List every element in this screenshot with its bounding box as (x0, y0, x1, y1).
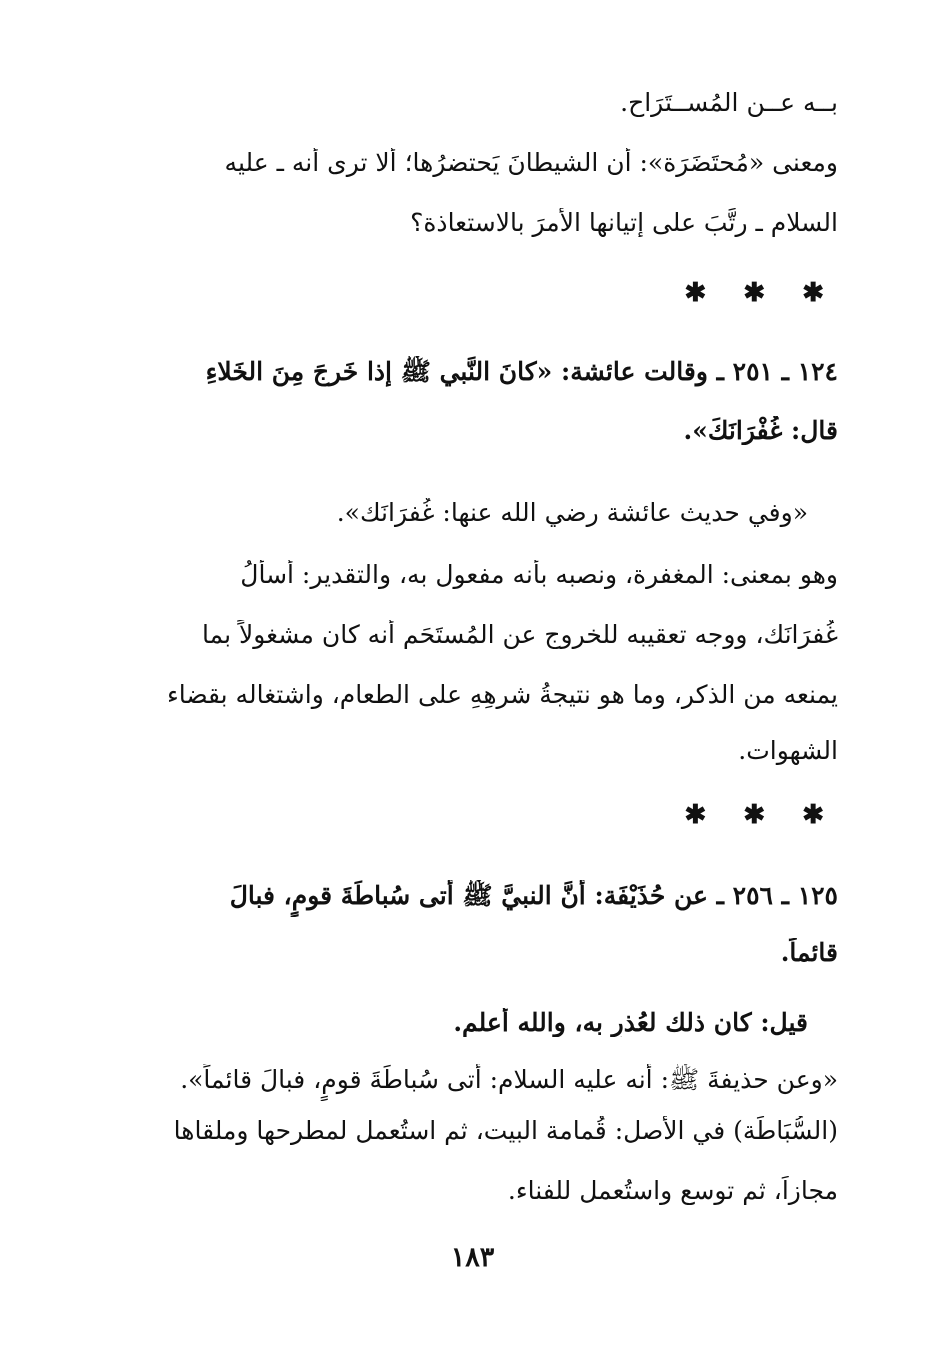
section-separator-2: ✱ ✱ ✱ (684, 800, 838, 830)
commentary-line-3: يمنعه من الذكر، وما هو نتيجةُ شرهِهِ على الطعام، واشتغاله بقضاء (166, 680, 838, 709)
section-separator-1: ✱ ✱ ✱ (684, 278, 838, 308)
hadith-125-heading-line-1: ١٢٥ ـ ٢٥٦ ـ عن حُذَيْفَة: أنَّ النبيَّ ﷺ أتى سُباطَةَ قومٍ، فبالَ (229, 881, 838, 910)
quote-hudhayfa: «وعن حذيفةَ ﷺ: أنه عليه السلام: أتى سُباطَةَ قومٍ، فبالَ قائماً». (180, 1065, 838, 1094)
hadith-124-heading-line-2: قال: غُفْرَانَكَ». (683, 416, 838, 445)
commentary-line-2: غُفرَانَك، ووجه تعقيبه للخروج عن المُستَحَم أنه كان مشغولاً بما (202, 620, 838, 649)
quote-aisha: «وفي حديث عائشة رضي الله عنها: غُفرَانَك». (336, 498, 808, 527)
hadith-124-heading-line-1: ١٢٤ ـ ٢٥١ ـ وقالت عائشة: «كانَ النَّبي ﷺ إذا خَرجَ مِنَ الخَلاءِ (205, 357, 838, 386)
text-line-2: ومعنى «مُحتَضَرَة»: أن الشيطانَ يَحتضرُها؛ ألا ترى أنه ـ عليه (224, 148, 838, 177)
page-number: ١٨٣ (450, 1242, 495, 1273)
hadith-125-heading-line-2: قائماً. (780, 938, 838, 967)
definition-line-2: مجازاً، ثم توسع واستُعمل للفناء. (507, 1176, 838, 1205)
comment-qila: قيل: كان ذلك لعُذرٍ به، والله أعلم. (453, 1008, 808, 1037)
commentary-line-1: وهو بمعنى: المغفرة، ونصبه بأنه مفعول به، والتقدير: أسألُ (240, 560, 838, 589)
text-line-1: بــه عــن المُســتَرَاح. (620, 88, 838, 117)
definition-line-1: (السُّبَاطَة) في الأصل: قُمامة البيت، ثم استُعمل لمطرحها وملقاها (173, 1116, 838, 1145)
text-line-3: السلام ـ رتَّبَ على إتيانها الأمرَ بالاستعاذة؟ (410, 208, 838, 237)
commentary-line-4: الشهوات. (738, 736, 838, 765)
